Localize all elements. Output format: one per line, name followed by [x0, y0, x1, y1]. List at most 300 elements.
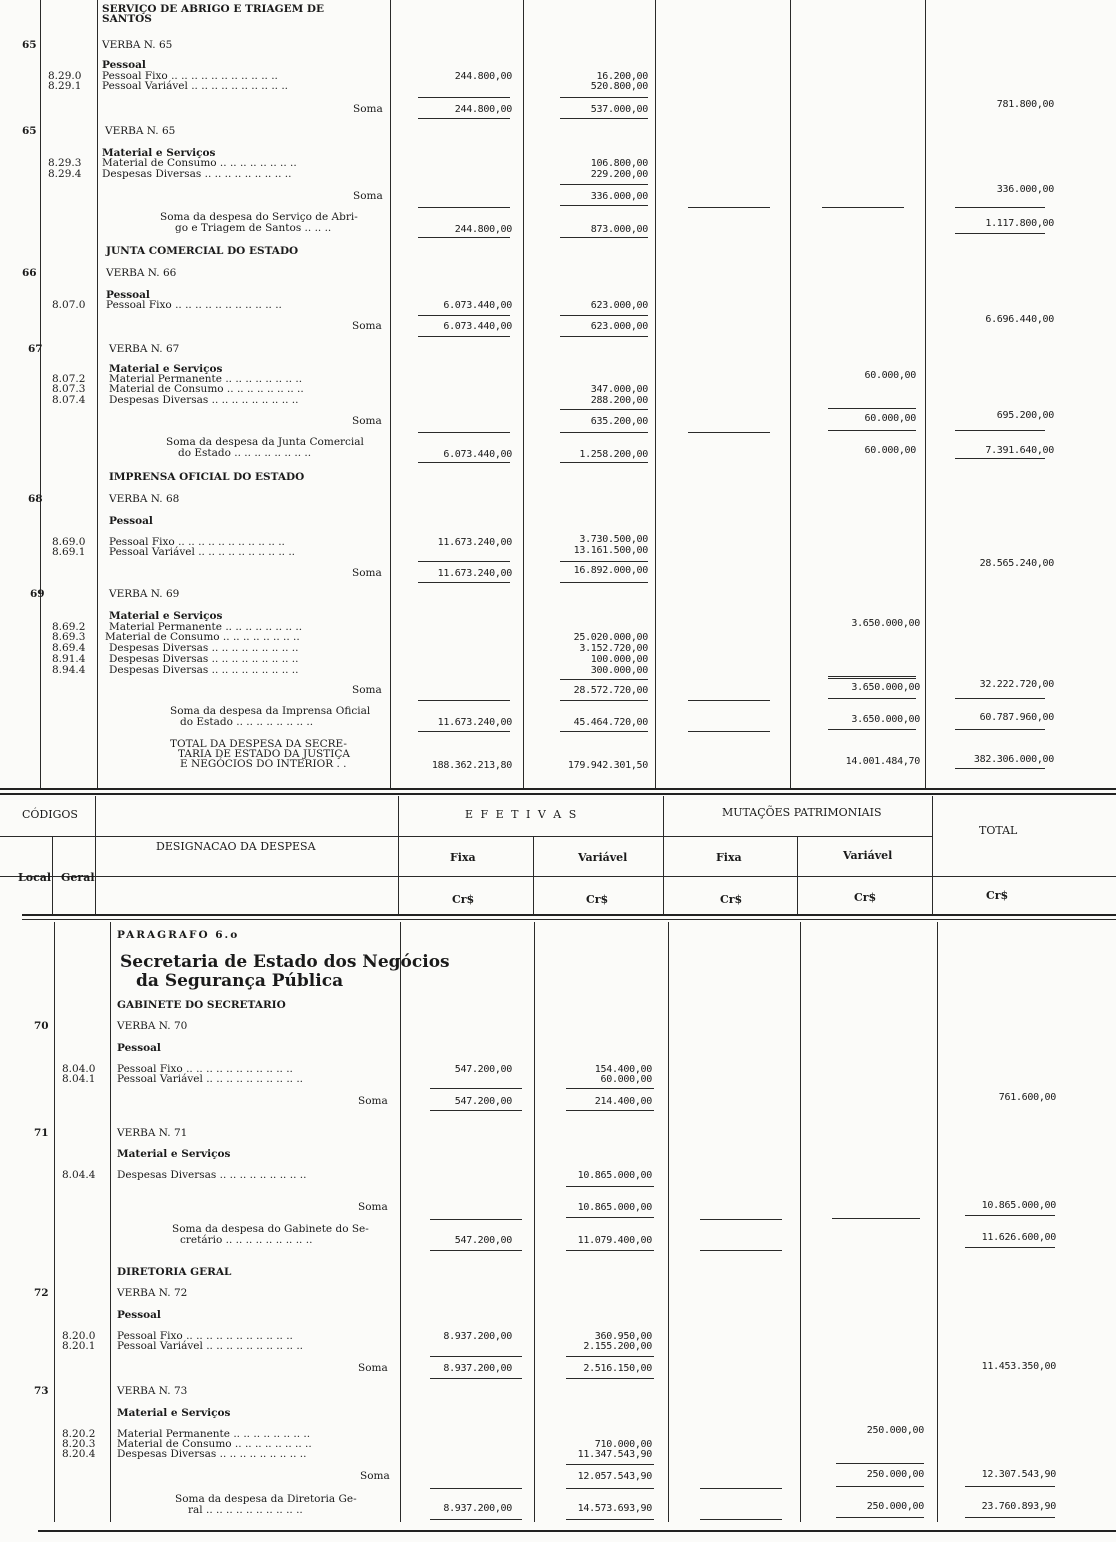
rule [566, 1088, 654, 1089]
rule [430, 1219, 522, 1220]
header-mutacoes: MUTAÇÕES PATRIMONIAIS [722, 806, 882, 819]
value-var: 214.400,00 [594, 1096, 652, 1107]
value-fixa: 6.073.440,00 [443, 321, 512, 332]
rule [688, 432, 770, 433]
value-var: 28.572.720,00 [573, 685, 648, 696]
value-fixa: 8.937.200,00 [443, 1331, 512, 1342]
rule [430, 1356, 522, 1357]
rule [800, 922, 801, 1522]
header-designacao: DESIGNACAO DA DESPESA [156, 840, 316, 853]
rule [418, 207, 510, 208]
verba-label: VERBA N. 69 [109, 588, 180, 600]
subtotal-desc: go e Triagem de Santos .. .. .. [175, 222, 332, 234]
value-fixa: 547.200,00 [454, 1064, 512, 1075]
paragraph-label: PARAGRAFO 6.o [117, 929, 240, 941]
subtotal-desc: Soma da despesa da Imprensa Oficial [170, 705, 371, 717]
header-variavel: Variável [578, 851, 628, 864]
subtotal-desc: Soma da despesa da Junta Comercial [166, 436, 364, 448]
rule [688, 207, 770, 208]
row-desc: Despesas Diversas .. .. .. .. .. .. .. .. .. [109, 642, 299, 654]
value-var: 25.020.000,00 [573, 632, 648, 643]
value-mvar: 60.000,00 [864, 370, 916, 381]
rule [534, 922, 535, 1522]
value-mvar: 60.000,00 [864, 445, 916, 456]
row-desc: Despesas Diversas .. .. .. .. .. .. .. .. .. [102, 168, 292, 180]
group-label: Pessoal [117, 1042, 161, 1054]
subtotal-desc: Soma da despesa do Gabinete do Se- [172, 1223, 369, 1235]
rule [430, 1110, 522, 1111]
value-fixa: 8.937.200,00 [443, 1363, 512, 1374]
value-total: 336.000,00 [996, 184, 1054, 195]
group-label: Material e Serviços [117, 1148, 231, 1160]
total-desc: E NEGÓCIOS DO INTERIOR . . [180, 758, 347, 770]
header-variavel-mut: Variável [843, 849, 893, 862]
soma-label: Soma [352, 320, 382, 332]
header-currency: Cr$ [854, 891, 877, 904]
value-mvar: 60.000,00 [864, 413, 916, 424]
rule [22, 914, 1116, 916]
secretaria-title: Secretaria de Estado dos Negócios [120, 952, 450, 972]
verba-label: VERBA N. 66 [106, 267, 177, 279]
rule [97, 0, 98, 790]
rule [955, 458, 1045, 459]
value-total: 781.800,00 [996, 99, 1054, 110]
code: 8.69.3 [52, 631, 86, 643]
rule [828, 676, 916, 677]
rule [0, 876, 1116, 877]
rule [566, 1519, 654, 1520]
rule [54, 922, 55, 1522]
rule [688, 700, 770, 701]
code: 8.29.1 [48, 80, 82, 92]
rule [418, 336, 510, 337]
soma-label: Soma [360, 1470, 390, 1482]
row-desc: Material Permanente .. .. .. .. .. .. .. .. [117, 1428, 311, 1440]
value-fixa: 11.673.240,00 [437, 568, 512, 579]
rule [828, 408, 916, 409]
rule [560, 462, 648, 463]
rule [418, 700, 510, 701]
value-total: 60.787.960,00 [979, 712, 1054, 723]
code: 8.04.1 [62, 1073, 96, 1085]
rule [566, 1110, 654, 1111]
verba-number: 65 [22, 39, 37, 51]
rule [828, 678, 916, 679]
row-desc: Pessoal Fixo .. .. .. .. .. .. .. .. .. .. .. [117, 1330, 293, 1342]
rule [688, 731, 770, 732]
rule [655, 0, 656, 790]
value-mvar: 250.000,00 [866, 1501, 924, 1512]
value-mvar: 3.650.000,00 [851, 618, 920, 629]
value-var: 710.000,00 [594, 1439, 652, 1450]
code: 8.69.2 [52, 621, 86, 633]
value-total: 6.696.440,00 [985, 314, 1054, 325]
value-total: 1.117.800,00 [985, 218, 1054, 229]
code: 8.29.0 [48, 70, 82, 82]
value-var: 11.079.400,00 [577, 1235, 652, 1246]
value-var: 13.161.500,00 [573, 545, 648, 556]
header-currency: Cr$ [452, 893, 475, 906]
rule [560, 184, 648, 185]
rule [560, 237, 648, 238]
value-total: 382.306.000,00 [973, 754, 1054, 765]
code: 8.20.0 [62, 1330, 96, 1342]
value-total: 32.222.720,00 [979, 679, 1054, 690]
code: 8.04.0 [62, 1063, 96, 1075]
value-var: 336.000,00 [590, 191, 648, 202]
rule [560, 700, 648, 701]
value-var: 635.200,00 [590, 416, 648, 427]
rule [560, 679, 648, 680]
section-title: SERVIÇO DE ABRIGO E TRIAGEM DE [102, 3, 324, 15]
row-desc: Pessoal Variável .. .. .. .. .. .. .. .. .. .. [102, 80, 289, 92]
value-var: 106.800,00 [590, 158, 648, 169]
subtotal-desc: Soma da despesa do Serviço de Abri- [160, 211, 358, 223]
value-var: 10.865.000,00 [577, 1170, 652, 1181]
rule [400, 922, 401, 1522]
code: 8.20.2 [62, 1428, 96, 1440]
rule [560, 336, 648, 337]
verba-number: 72 [34, 1287, 49, 1299]
value-total: 695.200,00 [996, 410, 1054, 421]
verba-label: VERBA N. 70 [117, 1020, 188, 1032]
rule [925, 0, 926, 790]
section-title: SANTOS [102, 13, 152, 25]
rule [965, 1517, 1055, 1518]
value-total: 28.565.240,00 [979, 558, 1054, 569]
rule [566, 1250, 654, 1251]
header-currency: Cr$ [720, 893, 743, 906]
value-var: 873.000,00 [590, 224, 648, 235]
rule [560, 582, 648, 583]
value-var: 10.865.000,00 [577, 1202, 652, 1213]
value-var: 100.000,00 [590, 654, 648, 665]
value-fixa: 11.673.240,00 [437, 537, 512, 548]
value-fixa: 6.073.440,00 [443, 449, 512, 460]
value-var: 347.000,00 [590, 384, 648, 395]
soma-label: Soma [353, 190, 383, 202]
rule [560, 561, 648, 562]
section-title: DIRETORIA GERAL [117, 1266, 232, 1278]
rule [937, 922, 938, 1522]
rule [38, 1530, 1116, 1532]
soma-label: Soma [358, 1201, 388, 1213]
row-desc: Despesas Diversas .. .. .. .. .. .. .. .. .. [109, 653, 299, 665]
verba-label: VERBA N. 73 [117, 1385, 188, 1397]
row-desc: Pessoal Variável .. .. .. .. .. .. .. .. .. .. [109, 546, 296, 558]
rule [965, 1215, 1055, 1216]
section-title: IMPRENSA OFICIAL DO ESTADO [109, 471, 305, 483]
verba-number: 70 [34, 1020, 49, 1032]
section-title: GABINETE DO SECRETARIO [117, 999, 286, 1011]
row-desc: Pessoal Fixo .. .. .. .. .. .. .. .. .. .. .. [106, 299, 282, 311]
rule [398, 796, 399, 916]
value-var: 2.516.150,00 [583, 1363, 652, 1374]
verba-number: 73 [34, 1385, 49, 1397]
rule [418, 237, 510, 238]
verba-label: VERBA N. 68 [109, 493, 180, 505]
rule [566, 1464, 654, 1465]
rule [0, 836, 932, 837]
code: 8.04.4 [62, 1169, 96, 1181]
rule [566, 1356, 654, 1357]
value-var: 3.730.500,00 [579, 534, 648, 545]
value-mvar: 250.000,00 [866, 1469, 924, 1480]
subtotal-desc: cretário .. .. .. .. .. .. .. .. .. [180, 1234, 313, 1246]
rule [955, 207, 1045, 208]
rule [560, 118, 648, 119]
group-label: Pessoal [109, 515, 153, 527]
total-desc: TOTAL DA DESPESA DA SECRE- [170, 738, 347, 750]
code: 8.20.4 [62, 1448, 96, 1460]
rule [418, 582, 510, 583]
rule [560, 432, 648, 433]
code: 8.69.0 [52, 536, 86, 548]
value-var: 229.200,00 [590, 169, 648, 180]
value-fixa: 244.800,00 [454, 224, 512, 235]
code: 8.07.3 [52, 383, 86, 395]
soma-label: Soma [352, 684, 382, 696]
rule [390, 0, 391, 790]
row-desc: Material Permanente .. .. .. .. .. .. .. .. [109, 373, 303, 385]
code: 8.29.4 [48, 168, 82, 180]
value-var: 12.057.543,90 [577, 1471, 652, 1482]
rule [955, 430, 1045, 431]
header-efetivas: E F E T I V A S [465, 808, 579, 821]
verba-number: 65 [22, 125, 37, 137]
value-fixa: 188.362.213,80 [431, 760, 512, 771]
group-label: Pessoal [117, 1309, 161, 1321]
code: 8.94.4 [52, 664, 86, 676]
soma-label: Soma [352, 567, 382, 579]
value-var: 3.152.720,00 [579, 643, 648, 654]
rule [566, 1186, 654, 1187]
verba-number: 68 [28, 493, 43, 505]
header-fixa: Fixa [450, 851, 476, 864]
row-desc: Pessoal Fixo .. .. .. .. .. .. .. .. .. .. .. [102, 70, 278, 82]
rule [430, 1088, 522, 1089]
value-var: 14.573.693,90 [577, 1503, 652, 1514]
subtotal-desc: do Estado .. .. .. .. .. .. .. .. [178, 447, 312, 459]
value-fixa: 8.937.200,00 [443, 1503, 512, 1514]
row-desc: Material de Consumo .. .. .. .. .. .. .. .. [109, 383, 304, 395]
soma-label: Soma [358, 1095, 388, 1107]
rule [822, 207, 904, 208]
rule [836, 1486, 924, 1487]
rule [560, 409, 648, 410]
subtotal-desc: do Estado .. .. .. .. .. .. .. .. [180, 716, 314, 728]
row-desc: Material Permanente .. .. .. .. .. .. .. .. [109, 621, 303, 633]
rule [430, 1488, 522, 1489]
rule [955, 233, 1045, 234]
value-var: 623.000,00 [590, 321, 648, 332]
row-desc: Despesas Diversas .. .. .. .. .. .. .. .. .. [109, 664, 299, 676]
rule [418, 432, 510, 433]
verba-label: VERBA N. 65 [102, 39, 173, 51]
rule [418, 731, 510, 732]
group-label: Material e Serviços [117, 1407, 231, 1419]
value-fixa: 244.800,00 [454, 71, 512, 82]
value-mvar: 3.650.000,00 [851, 714, 920, 725]
verba-number: 67 [28, 343, 43, 355]
value-total: 23.760.893,90 [981, 1501, 1056, 1512]
rule [0, 788, 1116, 790]
rule [566, 1378, 654, 1379]
rule [828, 698, 916, 699]
value-var: 16.892.000,00 [573, 565, 648, 576]
header-currency: Cr$ [986, 889, 1009, 902]
group-label: Material e Serviços [109, 363, 223, 375]
rule [700, 1519, 782, 1520]
value-var: 623.000,00 [590, 300, 648, 311]
soma-label: Soma [353, 103, 383, 115]
value-total: 761.600,00 [998, 1092, 1056, 1103]
group-label: Material e Serviços [109, 610, 223, 622]
row-desc: Despesas Diversas .. .. .. .. .. .. .. .. .. [109, 394, 299, 406]
rule [430, 1250, 522, 1251]
value-var: 300.000,00 [590, 665, 648, 676]
code: 8.07.0 [52, 299, 86, 311]
value-mvar: 3.650.000,00 [851, 682, 920, 693]
verba-number: 71 [34, 1127, 49, 1139]
rule [560, 205, 648, 206]
value-var: 537.000,00 [590, 104, 648, 115]
value-fixa: 547.200,00 [454, 1096, 512, 1107]
code: 8.91.4 [52, 653, 86, 665]
value-total: 11.453.350,00 [981, 1361, 1056, 1372]
header-currency: Cr$ [586, 893, 609, 906]
header-local: Local [18, 871, 52, 884]
value-fixa: 547.200,00 [454, 1235, 512, 1246]
total-desc: TARIA DE ESTADO DA JUSTIÇA [178, 748, 350, 760]
section-title: JUNTA COMERCIAL DO ESTADO [106, 245, 299, 257]
row-desc: Pessoal Variável .. .. .. .. .. .. .. .. .. .. [117, 1073, 304, 1085]
rule [418, 97, 510, 98]
row-desc: Pessoal Variável .. .. .. .. .. .. .. .. .. .. [117, 1340, 304, 1352]
row-desc: Material de Consumo .. .. .. .. .. .. .. .. [102, 157, 297, 169]
verba-label: VERBA N. 71 [117, 1127, 188, 1139]
rule [22, 919, 1116, 920]
value-var: 45.464.720,00 [573, 717, 648, 728]
code: 8.20.1 [62, 1340, 96, 1352]
group-label: Pessoal [106, 289, 150, 301]
rule [955, 729, 1045, 730]
value-var: 60.000,00 [600, 1074, 652, 1085]
value-var: 288.200,00 [590, 395, 648, 406]
rule [700, 1488, 782, 1489]
header-total: TOTAL [979, 824, 1018, 837]
code: 8.20.3 [62, 1438, 96, 1450]
rule [700, 1250, 782, 1251]
subtotal-desc: Soma da despesa da Diretoria Ge- [175, 1493, 357, 1505]
rule [418, 315, 510, 316]
soma-label: Soma [358, 1362, 388, 1374]
verba-label: VERBA N. 65 [105, 125, 176, 137]
value-mvar: 14.001.484,70 [845, 756, 920, 767]
row-desc: Despesas Diversas .. .. .. .. .. .. .. .. .. [117, 1448, 307, 1460]
value-var: 179.942.301,50 [567, 760, 648, 771]
header-geral: Geral [61, 871, 95, 884]
rule [40, 0, 41, 790]
rule [110, 922, 111, 1522]
rule [836, 1517, 924, 1518]
value-fixa: 11.673.240,00 [437, 717, 512, 728]
code: 8.07.2 [52, 373, 86, 385]
rule [790, 0, 791, 790]
value-total: 7.391.640,00 [985, 445, 1054, 456]
group-label: Pessoal [102, 59, 146, 71]
code: 8.07.4 [52, 394, 86, 406]
row-desc: Material de Consumo .. .. .. .. .. .. .. .. [117, 1438, 312, 1450]
rule [836, 1463, 924, 1464]
rule [955, 768, 1045, 769]
rule [418, 561, 510, 562]
row-desc: Pessoal Fixo .. .. .. .. .. .. .. .. .. .. .. [109, 536, 285, 548]
value-total: 12.307.543,90 [981, 1469, 1056, 1480]
verba-label: VERBA N. 67 [109, 343, 180, 355]
value-total: 11.626.600,00 [981, 1232, 1056, 1243]
soma-label: Soma [352, 415, 382, 427]
verba-number: 66 [22, 267, 37, 279]
subtotal-desc: ral .. .. .. .. .. .. .. .. .. .. [188, 1504, 303, 1516]
rule [932, 796, 933, 916]
rule [832, 1218, 920, 1219]
rule [560, 731, 648, 732]
value-var: 360.950,00 [594, 1331, 652, 1342]
rule [560, 97, 648, 98]
value-var: 154.400,00 [594, 1064, 652, 1075]
verba-label: VERBA N. 72 [117, 1287, 188, 1299]
rule [430, 1378, 522, 1379]
value-fixa: 244.800,00 [454, 104, 512, 115]
verba-number: 69 [30, 588, 45, 600]
value-var: 2.155.200,00 [583, 1341, 652, 1352]
row-desc: Despesas Diversas .. .. .. .. .. .. .. .. .. [117, 1169, 307, 1181]
value-var: 520.800,00 [590, 81, 648, 92]
secretaria-title: da Segurança Pública [136, 971, 344, 991]
rule [566, 1217, 654, 1218]
row-desc: Material de Consumo .. .. .. .. .. .. .. .. [105, 631, 300, 643]
value-var: 1.258.200,00 [579, 449, 648, 460]
rule [700, 1219, 782, 1220]
header-codigos: CÓDIGOS [22, 808, 78, 821]
value-fixa: 6.073.440,00 [443, 300, 512, 311]
code: 8.29.3 [48, 157, 82, 169]
value-var: 16.200,00 [596, 71, 648, 82]
code: 8.69.4 [52, 642, 86, 654]
value-mvar: 250.000,00 [866, 1425, 924, 1436]
rule [965, 1247, 1055, 1248]
value-total: 10.865.000,00 [981, 1200, 1056, 1211]
code: 8.69.1 [52, 546, 86, 558]
rule [828, 729, 916, 730]
rule [828, 430, 916, 431]
rule [955, 698, 1045, 699]
rule [0, 793, 1116, 795]
rule [523, 0, 524, 790]
rule [965, 1486, 1055, 1487]
group-label: Material e Serviços [102, 147, 216, 159]
rule [668, 922, 669, 1522]
rule [430, 1519, 522, 1520]
row-desc: Pessoal Fixo .. .. .. .. .. .. .. .. .. .. .. [117, 1063, 293, 1075]
rule [95, 796, 96, 916]
value-var: 11.347.543,90 [577, 1449, 652, 1460]
rule [418, 462, 510, 463]
header-fixa-mut: Fixa [716, 851, 742, 864]
rule [663, 796, 664, 916]
rule [418, 118, 510, 119]
